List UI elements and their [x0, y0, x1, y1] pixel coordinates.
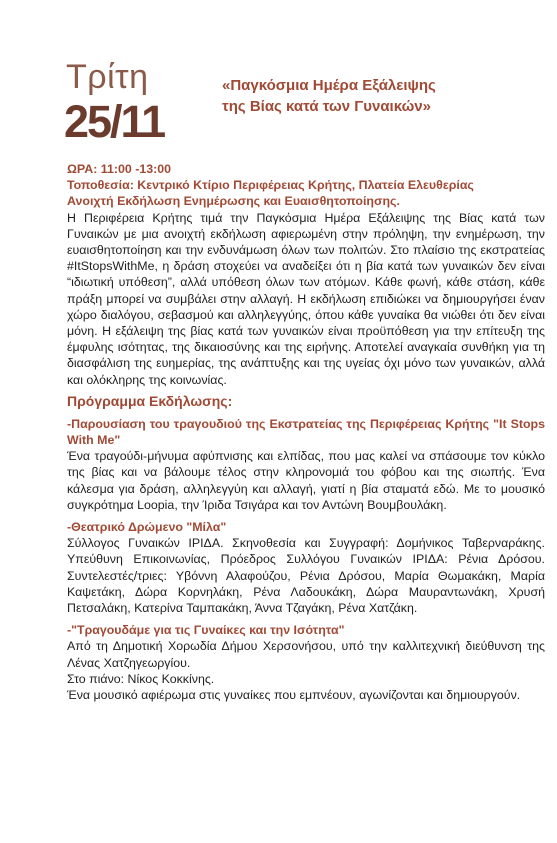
event-description: Η Περιφέρεια Κρήτης τιμά την Παγκόσμια Ημέρα Εξάλειψης της Βίας κατά των Γυναικών με μια ανοιχτή εκδήλωση αφιερωμένη στην πρόληψη, την ενημέρωση, την ευαισθητοποίηση και την ενδυνάμωση όλων των πολιτών. Στο πλαίσιο της εκστρατείας #ItStopsWithMe, η δράση στοχεύει να αναδείξει ότι η βία κατά των γυναικών δεν είναι “ιδιωτική υπόθεση”, αλλά υπόθεση όλων των ατόμων. Κάθε φωνή, κάθε στάση, κάθε πράξη μπορεί να συμβάλει στην αλλαγή. Η εκδήλωση επιδιώκει να δημιουργήσει έναν χώρο διαλόγου, σεβασμού και αλληλεγγύης, όπου κάθε γυναίκα θα νιώθει ότι δεν είναι μόνη. Η εξάλειψη της βίας κατά των γυναικών είναι προϋπόθεση για την επίτευξη της έμφυλης ισότητας, της δικαιοσύνης και της ειρήνης. Αποτελεί αναγκαία συνθήκη για τη διασφάλιση της ευημερίας, της ανάπτυξης και της υγείας όχι μόνο των γυναικών, αλλά και ολόκληρης της κοινωνίας. [67, 210, 545, 387]
program-item-line: Στο πιάνο: Νίκος Κοκκίνης. [67, 671, 215, 686]
event-title: «Παγκόσμια Ημέρα Εξάλειψης της Βίας κατά των Γυναικών» [222, 77, 436, 115]
program-item-title: -Παρουσίαση του τραγουδιού της Εκστρατείας της Περιφέρειας Κρήτης "It Stops With Me" [67, 416, 545, 448]
event-content [67, 161, 545, 703]
event-header [64, 58, 544, 148]
event-date: 25/11 [64, 96, 165, 147]
event-day: Τρίτη [66, 58, 149, 96]
program-item-text: Σύλλογος Γυναικών ΙΡΙΔΑ. Σκηνοθεσία και Συγγραφή: Δομήνικος Ταβερναράκης. Υπεύθυνη Επικοινωνίας, Πρόεδρος Συλλόγου Γυναικών ΙΡΙΔΑ: Ρένια Δρόσου. Συντελεστές/τριες: Υβόννη Αλαφούζου, Ρένια Δρόσου, Μαρία Θωμακάκη, Μαρία Καψετάκη, Δώρα Κορνηλάκη, Ρένα Λαδουκάκη, Δώρα Μαυραντωνάκη, Χρυσή Πετσαλάκη, Κατερίνα Ταμπακάκη, Άννα Τζαγάκη, Ρένα Χατζάκη. [67, 536, 545, 616]
program-item-title: -"Τραγουδάμε για τις Γυναίκες και την Ισότητα" [67, 623, 345, 638]
program-item-line: Από τη Δημοτική Χορωδία Δήμου Χερσονήσου, υπό την καλλιτεχνική διεύθυνση της Λένας Χατζηγεωργίου. [67, 639, 545, 670]
program-item-line: Ένα μουσικό αφιέρωμα στις γυναίκες που εμπνέουν, αγωνίζονται και δημιουργούν. [67, 688, 521, 703]
program-item-text: Ένα τραγούδι-μήνυμα αφύπνισης και ελπίδας, που μας καλεί να σπάσουμε τον κύκλο της βίας και να βάλουμε τέλος στην κληρονομιά του φόβου και της σιωπής. Ένα κάλεσμα για δράση, αλληλεγγύη και αλλαγή, γιατί η βία σταματά εδώ. Με το μουσικό συγκρότημα Loopia, την Ίριδα Τσιγάρα και τον Αντώνη Βουμβουλάκη. [67, 449, 545, 512]
program-heading: Πρόγραμμα Εκδήλωσης: [67, 392, 233, 409]
event-time: ΩΡΑ: 11:00 -13:00 [67, 162, 172, 176]
event-type: Ανοιχτή Εκδήλωση Ενημέρωσης και Ευαισθητοποίησης. [67, 194, 400, 209]
program-item-title: -Θεατρικό Δρώμενο "Μίλα" [67, 520, 227, 535]
event-location: Τοποθεσία: Κεντρικό Κτίριο Περιφέρειας Κρήτης, Πλατεία Ελευθερίας [67, 178, 474, 193]
